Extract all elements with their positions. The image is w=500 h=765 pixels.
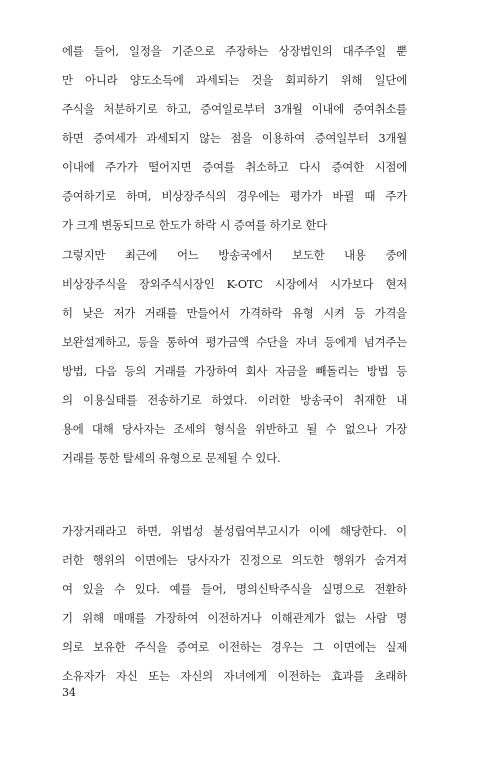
paragraph-2 [62,241,407,473]
text-line: 증여하기로 하며, 비상장주식의 경우에는 평가가 바뀔 때 주가 [62,189,407,203]
text-line: 용에 대해 당사자는 조세의 형식을 위반하고 될 수 없으나 가장 [62,422,407,436]
text-line: 에를 들어, 일정을 기준으로 주장하는 상장법인의 대주주일 뿐 [62,44,407,58]
text-line: 러한 행위의 이면에는 당사자가 진정으로 의도한 행위가 숨겨져 [62,553,407,567]
text-line: 이내에 주가가 떨어지면 증여를 취소하고 다시 증여한 시점에 [62,160,407,174]
text-line: 의로 보유한 주식을 증여로 이전하는 경우는 그 이면에는 실제 [62,640,407,654]
text-line: 주식을 처분하기로 하고, 증여일로부터 3개월 이내에 증여취소를 [62,102,407,116]
page-number: 34 [62,686,76,699]
text-line: 거래를 통한 탈세의 유형으로 문제될 수 있다. [62,451,281,465]
text-line: 비상장주식을 장외주식시장인 K-OTC 시장에서 시가보다 현저 [62,277,407,291]
text-line: 히 낮은 저가 거래를 만들어서 가격하락 유형 시켜 등 가격을 [62,306,407,320]
paragraph-3 [62,517,407,691]
text-line: 하면 증여세가 과세되지 않는 점을 이용하여 증여일부터 3개월 [62,131,407,145]
text-line: 그렇지만 최근에 어느 방송국에서 보도한 내용 중에 [62,248,407,262]
text-line: 보완설계하고, 등을 통하여 평가금액 수단을 자녀 등에게 넘겨주는 [62,335,407,349]
text-line: 소유자가 자신 또는 자신의 자녀에게 이전하는 효과를 초래하 [62,669,407,683]
text-line: 만 아니라 양도소득에 과세되는 것을 회피하기 위해 일단에 [62,73,407,87]
text-line: 방법, 다음 등의 거래를 가장하여 회사 자금을 빼돌리는 방법 등 [62,364,407,378]
text-line: 가장거래라고 하면, 위법성 불성립여부고시가 이에 해당한다. 이 [62,524,407,538]
text-line: 의 이용실태를 전송하기로 하였다. 이러한 방송국이 취재한 내 [62,393,407,407]
text-line: 여 있을 수 있다. 예를 들어, 명의신탁주식을 실명으로 전환하 [62,582,407,596]
text-line: 가 크게 변동되므로 한도가 하락 시 증여를 하기로 한다 [62,218,328,232]
paragraph-1 [62,37,407,240]
text-line: 기 위해 매매를 가장하여 이전하거나 이해관계가 없는 사람 명 [62,611,407,625]
